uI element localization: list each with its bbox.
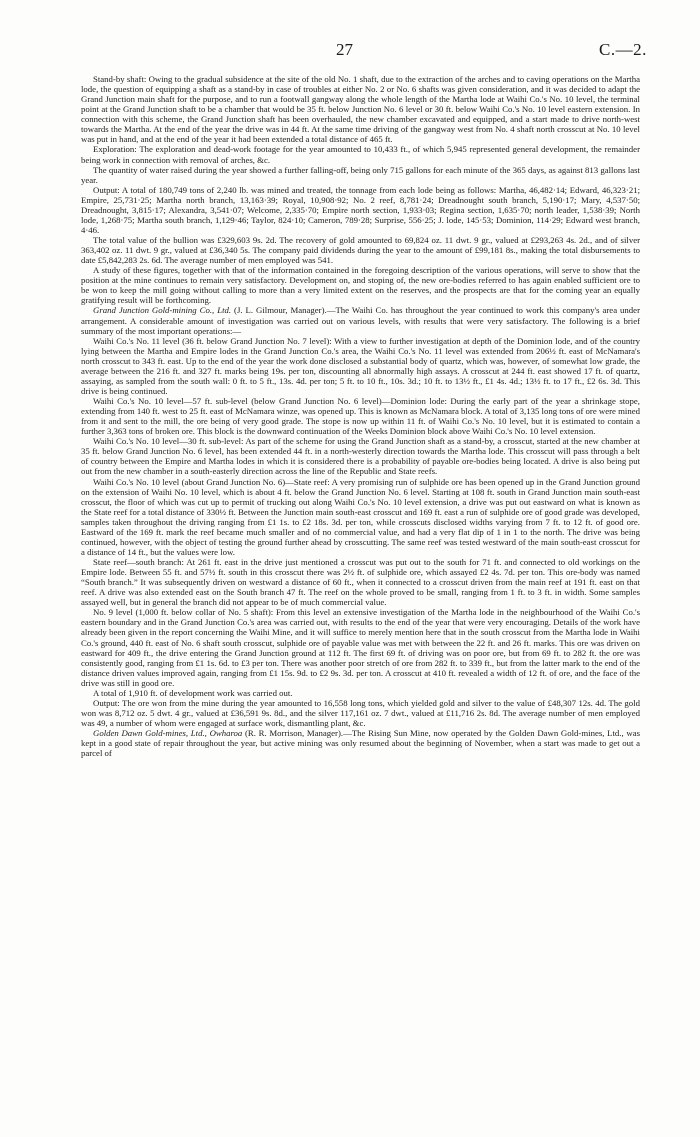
paragraph-stand-by-shaft: Stand-by shaft: Owing to the gradual subsidence at the site of the old No. 1 shaft, due to the extraction of the arches and to caving operations on the Martha lode, the question of equipping a shaft as a stand-by in case of troubles at either No. 2 or No. 6 shafts was given consideration, and it was decided to adapt the Grand Junction main shaft for the purpose, and to run a footwall gangway along the whole length of the Martha lode at Waihi Co.'s No. 10 level, the terminal point at the Grand Junction shaft to be a chamber that would be 35 ft. below Junction No. 6 level or 30 ft. below Waihi Co.'s No. 10 level eastern extension. In connection with this scheme, the Grand Junction shaft has been overhauled, the new chamber excavated and equipped, and a start made to drive north-west towards the Martha. At the end of the year the drive was in 44 ft. At the same time driving of the gangway west from No. 4 shaft north crosscut at No. 10 level was put in hand, and at the end of the year it had been extended a total distance of 465 ft. (81, 74, 640, 145)
paragraph-development-total: A total of 1,910 ft. of development work was carried out. (93, 687, 293, 698)
paragraph-grand-junction-company: Grand Junction Gold-mining Co., Ltd. (J. L. Gilmour, Manager).—The Waihi Co. has throughout the year continued to work this company's area under arrangement. A considerable amount of investigation was carried out on various levels, with results that were very satisfactory. The following is a brief summary of the most important operations:— (81, 305, 640, 336)
company-name-golden-dawn: Golden Dawn Gold-mines, Ltd., Owharoa (93, 728, 243, 739)
paragraph-output-tonnage: Output: A total of 180,749 tons of 2,240 lb. was mined and treated, the tonnage from each lode being as follows: Martha, 46,482·14; Edward, 46,323·21; Empire, 25,731·25; Martha north branch, 13,163·39; Royal, 10,908·92; No. 2 reef, 8,781·24; Dreadnought south branch, 5,190·17; Mary, 4,537·50; Dreadnought, 3,815·17; Alexandra, 3,541·07; Welcome, 2,335·70; Empire north section, 1,933·03; Regina section, 1,635·70; north leader, 1,538·39; North lode, 1,268·75; Martha south branch, 1,129·46; Taylor, 824·10; Cameron, 789·28; Surprise, 556·25; J. lode, 145·53; Dominion, 114·29; Edward west branch, 4·46. (81, 184, 640, 235)
page-number: 27 (336, 40, 353, 59)
paragraph-water-raised: The quantity of water raised during the year showed a further falling-off, being only 715 gallons for each minute of the 365 days, as against 813 gallons last year. (81, 164, 640, 185)
paragraph-golden-dawn: Golden Dawn Gold-mines, Ltd., Owharoa (R. R. Morrison, Manager).—The Rising Sun Mine, now operated by the Golden Dawn Gold-mines, Ltd., was kept in a good state of repair throughout the year, but active mining was only resumed about the beginning of November, when a start was made to get out a parcel of (81, 728, 640, 759)
paragraph-no-9-level: No. 9 level (1,000 ft. below collar of No. 5 shaft): From this level an extensive investigation of the Martha lode in the neighbourhood of the Waihi Co.'s eastern boundary and in the Grand Junction Co.'s area was carried out, with results to the end of the year that were very encouraging. Details of the work have already been given in the report concerning the Waihi Mine, and it will suffice to merely mention here that in the south crosscut from the Martha lode in Waihi Co.'s ground, 440 ft. east of No. 6 shaft south crosscut, sulphide ore of payable value was met with between the 22 ft. and 26 ft. marks. This ore was driven on eastward for 409 ft., the drive entering the Grand Junction ground at 112 ft. The first 69 ft. of driving was on poor ore, but from 69 ft. to 282 ft. the ore was consistently good, ranging from £1 1s. 6d. to £3 per ton. There was another poor stretch of ore from 282 ft. to 339 ft., but from the latter mark to the end of the distance driven values improved again, ranging from £1 15s. 9d. to £2 9s. 3d. per ton. A crosscut at 410 ft. revealed a width of 12 ft. of ore, and the face of the drive was still in good ore. (81, 607, 640, 688)
paragraph-30ft-sub-level: Waihi Co.'s No. 10 level—30 ft. sub-level: As part of the scheme for using the Grand Junction shaft as a stand-by, a crosscut, started at the new chamber at 35 ft. below Grand Junction No. 6 level, has been extended 44 ft. in a north-westerly direction towards the Martha lode. This crosscut will pass through a belt of country between the Empire and Martha lodes in which it is considered there is a probability of payable ore-bodies being located. A drive is also being put out from the new chamber in a south-easterly direction across the line of the Republic and State reefs. (81, 436, 640, 477)
paragraph-summary: A study of these figures, together with that of the information contained in the foregoing description of the various operations, will serve to show that the position at the mine continues to remain very satisfactory. Development on, and stoping of, the new ore-bodies referred to has again enabled sufficient ore to be won to keep the mill going without calling to more than a very limited extent on the reserves, and the prospects are that for the coming year an equally gratifying result will be forthcoming. (81, 265, 640, 306)
paragraph-output-ore-won: Output: The ore won from the mine during the year amounted to 16,558 long tons, which yielded gold and silver to the value of £48,307 12s. 4d. The gold won was 8,712 oz. 5 dwt. 4 gr., valued at £36,591 9s. 8d., and the silver 117,161 oz. 7 dwt., valued at £11,716 2s. 8d. The average number of men employed was 49, a number of whom were engaged at surface work, dismantling plant, &c. (81, 697, 640, 728)
paragraph-bullion-value: The total value of the bullion was £329,603 9s. 2d. The recovery of gold amounted to 69,824 oz. 11 dwt. 9 gr., valued at £293,263 4s. 2d., and of silver 363,402 oz. 11 dwt. 9 gr., valued at £36,340 5s. The company paid dividends during the year to the amount of £99,181 8s., making the total disbursements to date £5,842,283 2s. 6d. The average number of men employed was 541. (81, 235, 640, 266)
company-name-grand-junction: Grand Junction Gold-mining Co., Ltd. (93, 305, 232, 316)
paragraph-no-11-level: Waihi Co.'s No. 11 level (36 ft. below Grand Junction No. 7 level): With a view to further investigation at depth of the Dominion lode, and of the country lying between the Martha and Empire lodes in the Grand Junction Co.'s area, the Waihi Co.'s No. 11 level was extended from 206½ ft. east of McNamara's north crosscut to 343 ft. east. Up to the end of the year the work done disclosed a substantial body of quartz, which was, however, of somewhat low grade, the average between the 216 ft. and 327 ft. marks being 19s. per ton, discounting all abnormally high assays. A crosscut at 244 ft. east showed 17 ft. of quartz, assaying, as sampled from the south wall: 0 ft. to 5 ft., 13s. 4d. per ton; 5 ft. to 10 ft., 10s. 3d.; 10 ft. to 13½ ft., £1 4s. 4d.; 13½ ft. to 17 ft., £2 6s. 3d. This drive is being continued. (81, 335, 640, 396)
page-header (0, 40, 700, 64)
report-code: C.—2. (599, 40, 647, 59)
paragraph-state-reef: Waihi Co.'s No. 10 level (about Grand Junction No. 6)—State reef: A very promising run of sulphide ore has been opened up in the Grand Junction ground on the extension of Waihi No. 10 level, which is about 4 ft. below the Grand Junction No. 6 level. Starting at 108 ft. south in Grand Junction main south-east crosscut, the floor of which was cut up to permit of trucking out along Waihi Co.'s No. 10 level extension, a drive was put out eastward on what is known as the State reef for a total distance of 330½ ft. Between the Junction main south-east crosscut and 169 ft. east a run of sulphide ore of good grade was developed, samples taken throughout the driving ranging from £1 1s. to £2 18s. 3d. per ton, while crosscuts disclosed widths varying from 7 ft. to 12 ft. of good ore. Eastward of the 169 ft. mark the reef became much smaller and of no commercial value, and had a very flat dip of 1 in 1 to the north. The drive was being continued, however, with the object of testing the ground further ahead by crosscutting. The same reef was tested westward of the main south-east crosscut for a distance of 14 ft., but the values were low. (81, 476, 640, 557)
paragraph-state-reef-south-branch: State reef—south branch: At 261 ft. east in the drive just mentioned a crosscut was put out to the south for 71 ft. and connected to old workings on the Empire lode. Between 55 ft. and 57½ ft. south in this crosscut there was 2½ ft. of sulphide ore, which assayed £2 4s. 7d. per ton. This ore-body was named “South branch.” It was subsequently driven on westward a distance of 60 ft., when it connected to a crosscut driven from the main reef at 191 ft. east on that reef. A drive was also extended east on the South branch 47 ft. The reef on the whole proved to be small, ranging from 1 ft. to 3 ft. in width. Some samples assayed well, but in general the branch did not appear to be of much commercial value. (81, 557, 640, 608)
paragraph-57ft-sub-level: Waihi Co.'s No. 10 level—57 ft. sub-level (below Grand Junction No. 6 level)—Dominion lode: During the early part of the year a shrinkage stope, extending from 140 ft. west to 25 ft. east of McNamara winze, was opened up. This is known as McNamara block. A total of 3,135 long tons of ore were mined from it and sent to the mill, the ore being of very good grade. The stope is now up within 11 ft. of Waihi Co.'s No. 10 level, but it is estimated to contain a further 3,363 tons of broken ore. This block is the downward continuation of the Weeks Dominion block above Waihi Co.'s No. 10 level extension. (81, 396, 640, 437)
report-body (81, 74, 640, 758)
paragraph-exploration: Exploration: The exploration and dead-work footage for the year amounted to 10,433 ft., of which 5,945 represented general development, the remainder being work in connection with removal of arches, &c. (81, 144, 640, 165)
